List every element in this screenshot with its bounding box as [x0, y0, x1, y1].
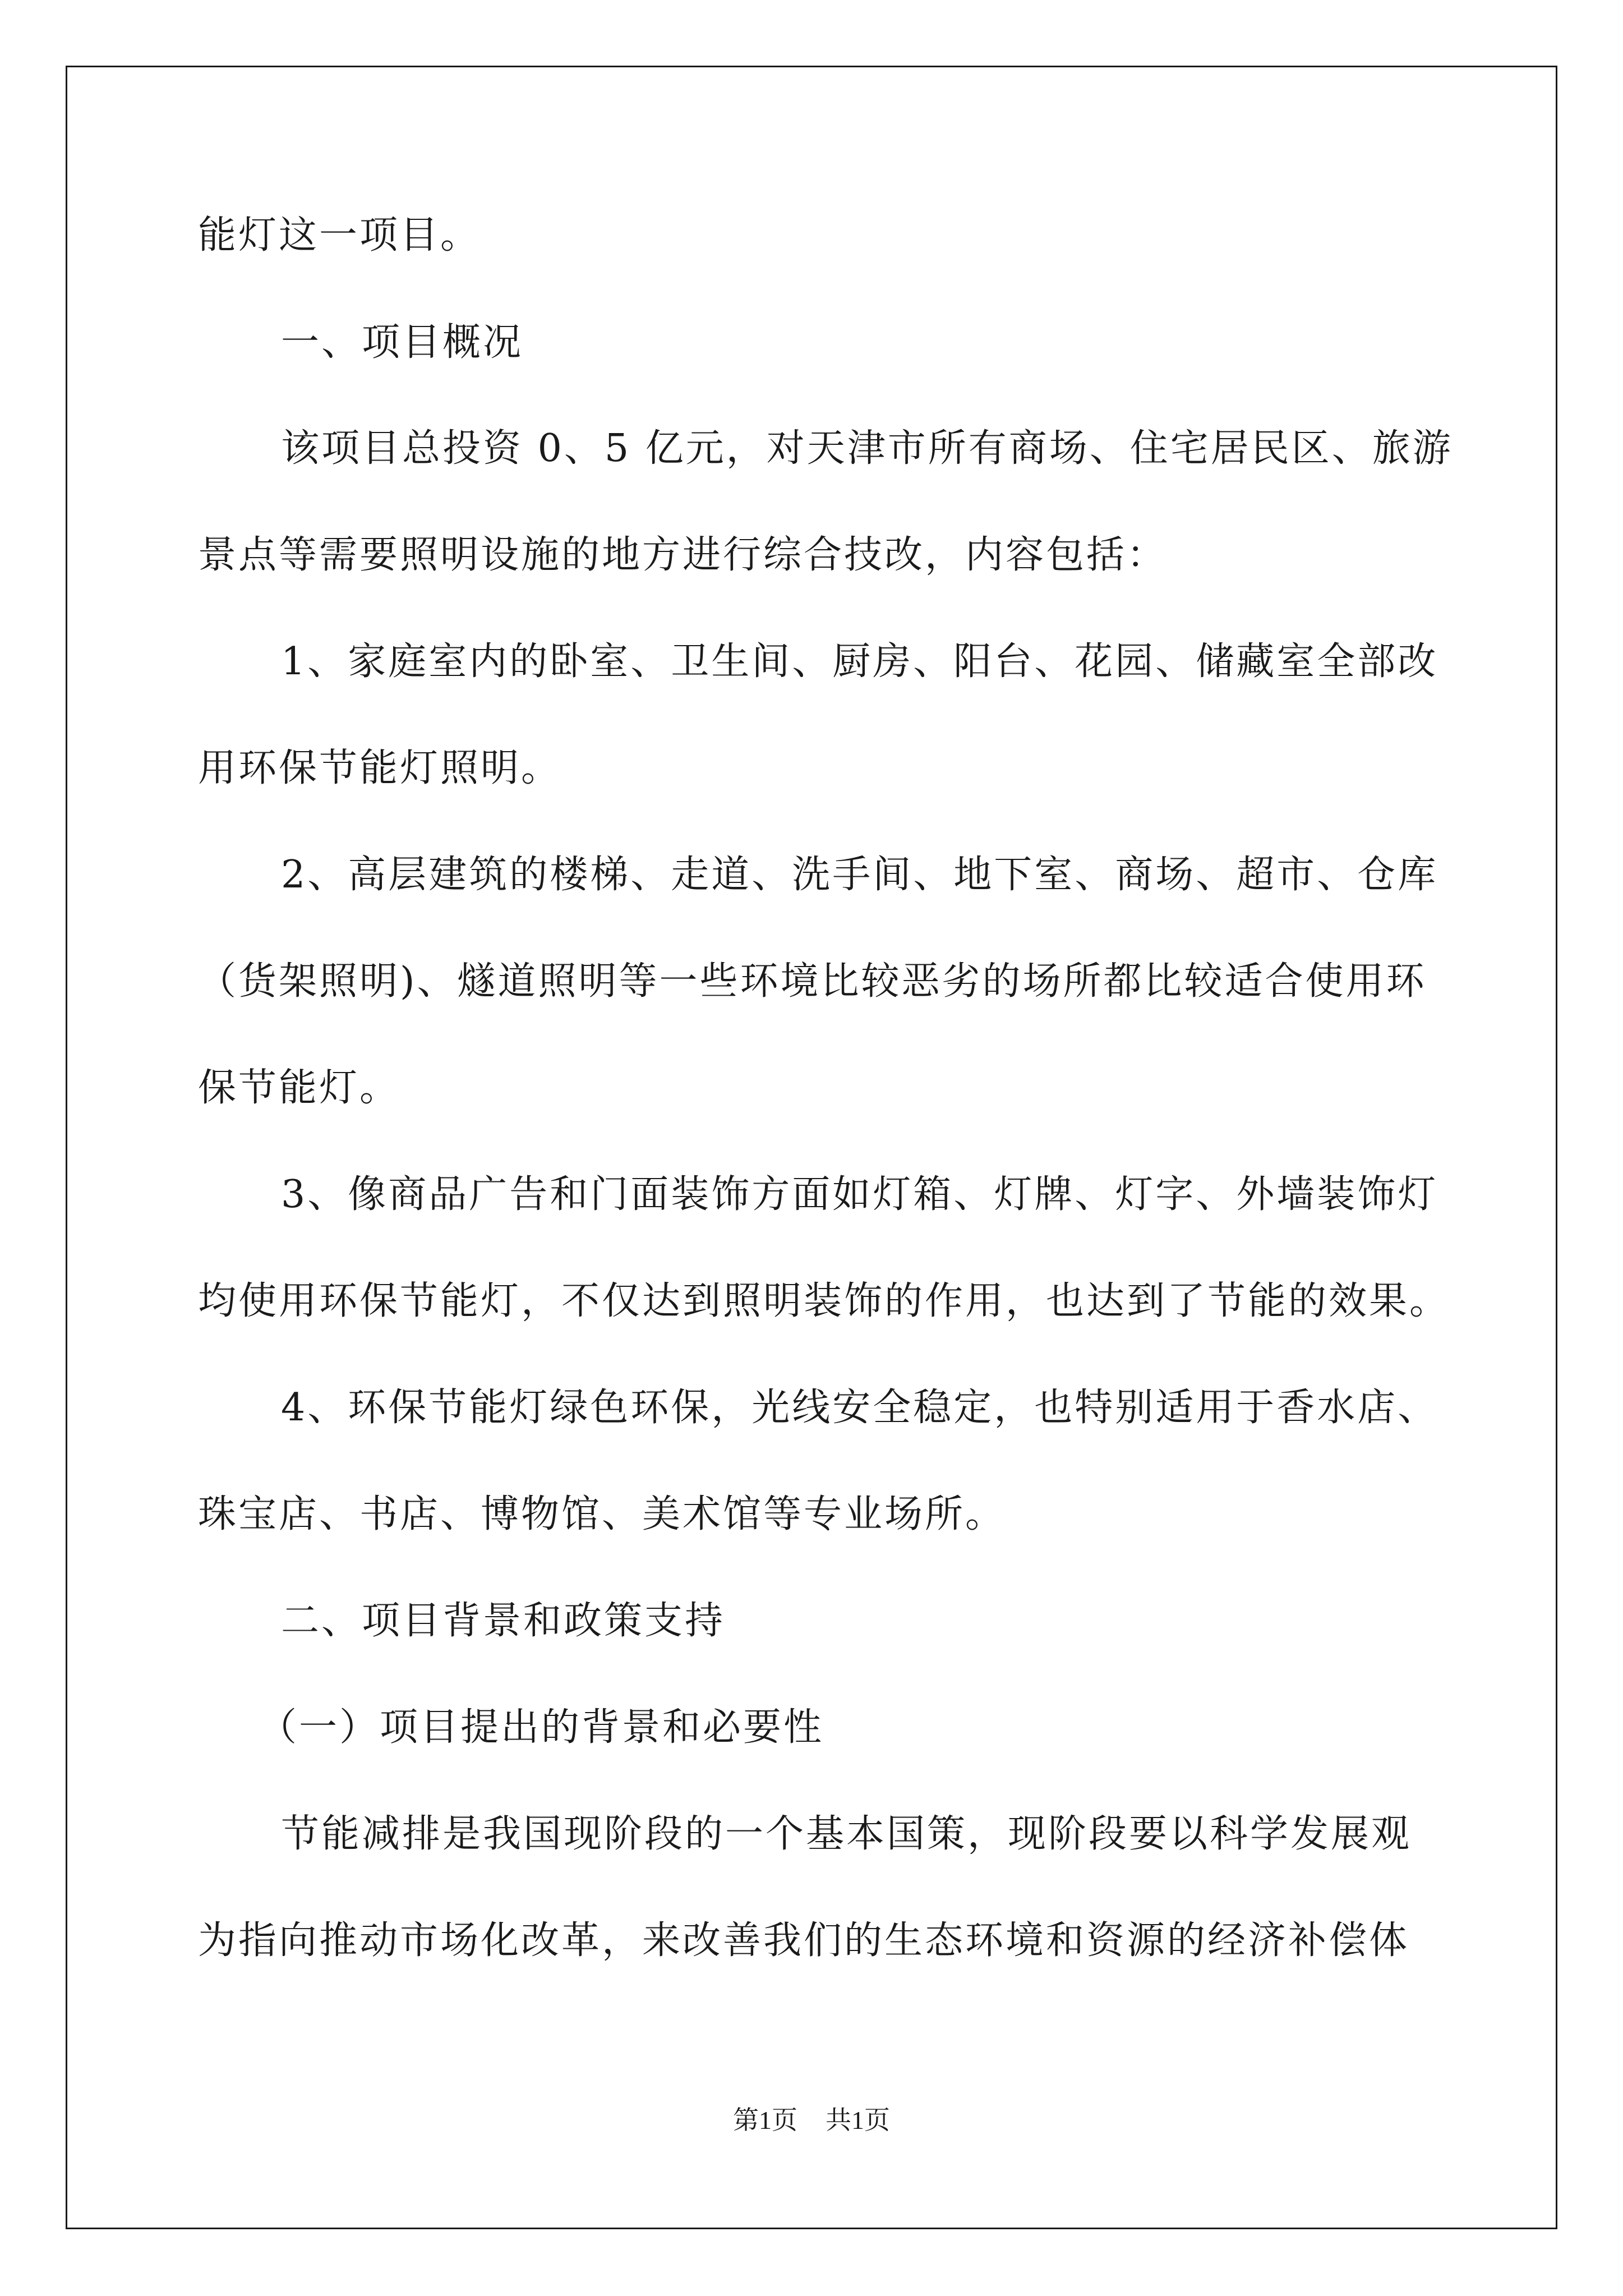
list-item: 2、高层建筑的楼梯、走道、洗手间、地下室、商场、超市、仓库 — [281, 853, 1438, 897]
section-heading: 一、项目概况 — [281, 320, 524, 365]
body-line: 保节能灯。 — [198, 1066, 400, 1110]
body-line: 为指向推动市场化改革，来改善我们的生态环境和资源的经济补偿体 — [198, 1918, 1410, 1963]
page-total: 共1页 — [826, 2106, 890, 2134]
subsection-heading: （一）项目提出的背景和必要性 — [259, 1705, 824, 1750]
page-footer — [0, 2105, 1623, 2136]
section-heading: 二、项目背景和政策支持 — [281, 1599, 726, 1643]
list-item: 1、家庭室内的卧室、卫生间、厨房、阳台、花园、储藏室全部改 — [281, 639, 1438, 684]
body-line: 节能减排是我国现阶段的一个基本国策，现阶段要以科学发展观 — [281, 1812, 1412, 1856]
body-line: 珠宝店、书店、博物馆、美术馆等专业场所。 — [198, 1492, 1006, 1536]
body-line: 能灯这一项目。 — [198, 213, 481, 257]
body-line: 该项目总投资 0、5 亿元，对天津市所有商场、住宅居民区、旅游 — [281, 426, 1453, 471]
body-line: （货架照明)、燧道照明等一些环境比较恶劣的场所都比较适合使用环 — [198, 959, 1427, 1004]
page-number: 第1页 — [733, 2106, 797, 2134]
body-line: 景点等需要照明设施的地方进行综合技改，内容包括： — [198, 533, 1168, 577]
page-border — [66, 66, 1557, 2229]
body-line: 均使用环保节能灯，不仅达到照明装饰的作用，也达到了节能的效果。 — [198, 1279, 1450, 1323]
list-item: 4、环保节能灯绿色环保，光线安全稳定，也特别适用于香水店、 — [281, 1386, 1438, 1430]
body-line: 用环保节能灯照明。 — [198, 746, 562, 790]
list-item: 3、像商品广告和门面装饰方面如灯箱、灯牌、灯字、外墙装饰灯 — [281, 1172, 1438, 1217]
